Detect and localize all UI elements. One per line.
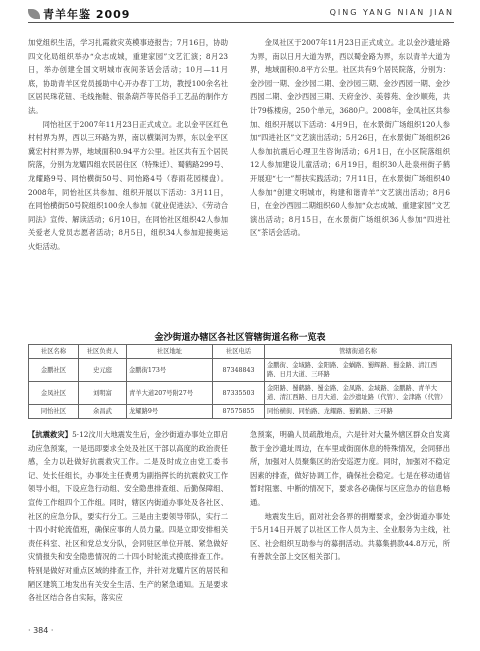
left-column-top	[28, 36, 228, 254]
paragraph: 加党组织生活，学习扎霞救灾英模事迹报告；7月16日，协助四文化局组织举办“众志成城，重建家园”文艺汇演；8月23日，举办创建全国文明城市夜间茶话会活动；10月—11月底，协助青羊区党员援助中心开办春丁工坊，教授100余名社区居民珠花钮、毛线拖鞋、银条葫芦等民俗手工艺品的制作方法。	[28, 38, 228, 115]
book-title-text: 青羊年鉴 2009	[43, 8, 131, 21]
page-header	[0, 0, 480, 26]
table-cell: 青羊大道207号附27号	[127, 382, 213, 405]
paragraph: 地震发生后，面对社会各界的捐赠要求，金沙街道办事处于5月14日开展了以社区工作人员为主、全业服务为主线，社区、社会组织互助参与的募捐活动。共募集捐款44.8万元，所有善款全部上交区相关部门。	[250, 511, 450, 562]
left-column-bottom	[28, 428, 228, 605]
column-header: 社区负责人	[79, 345, 127, 359]
paragraph: 金凤社区于2007年11月23日正式成立。北以金沙遗址路为界，南以日月大道为界，西以蜀金路为界，东以青羊大道为界，地域面积0.8平方公里。社区共有9个居民院落，分别为：金沙园一期、金沙园二期、金沙园三期、金沙西园一期、金沙西园二期、金沙西园三期、天府金沙、美蓉苑、金沙顺苑，共计79栋楼房，250个单元，3680户。2008年，金凤社区共参加、组织开展以下活动：4月9日，在水景街广场组织120人参加“四进社区”文艺演出活动；5月26日，在水景街广场组织26人参加抗震后心理卫生咨询活动；6月1日，在小区院落组织12人参加建设儿童活动；6月19日，组织30人赴泉州街子鹤开展迎“七一”帮扶实践活动；7月11日，在水景街广场组织40人参加“创建文明城市，构建和谐青羊”文艺演出活动；8月6日，在金沙西园二期组织60人参加“众志成城、重建家园”文艺演出活动；8月15日，在水景街广场组织36人参加“四进社区”茶话会活动。	[250, 38, 450, 238]
header-rule	[28, 22, 454, 23]
table-cell: 同怡社区	[29, 405, 79, 419]
page-number: · 384 ·	[28, 626, 54, 635]
paragraph: 同怡社区于2007年11月23日正式成立。北以金平区红色村村界为界，西以三环路为界，南以横渠河为界，东以金平区冀宏村村界为界，地域面积0.94平方公里。社区共有五个居民院落，分别为龙耀四组农民居住区（特殊迁）、蜀鹤路299号、龙耀路9号、同怡横街50号、同怡路4号（春雨花园楼盘）。2008年，同怡社区共参加、组织开展以下活动：3月11日，在同怡横街50号院组织100余人参加《就业促进法》、《劳动合同法》宣传、解读活动；6月10日，在同怡社区组织42人参加关爱老人党员志愿者活动；8月5日，组织34人参加迎接奥运火炬活动。	[28, 119, 228, 251]
right-column-bottom	[250, 428, 450, 564]
paragraph	[28, 428, 228, 605]
romanized-title: QING YANG NIAN JIAN	[329, 8, 454, 17]
column-header: 社区地址	[127, 345, 213, 359]
paragraph-text: 5·12汶川大地震发生后，金沙街道办事处立即启动应急预案，一是迅即要求全处及社区干部以高度的政治责任感，全力以赴做好抗震救灾工作。二是及时成立由党工委书记、处长任组长，办事处主任费勇为副指挥长的抗震救灾工作领导小组，下设应急行动组、安全隐患排查组、后勤保障组、宣传工作组四个工作组。同时，辖区内街道办事处及各社区、社区的应急分队，要实行分工。三是由主要领导带队，实行二十四小时轮流值班，确保应事的人员力量。四是立即安排相关责任科室、社区和党总支分队，会同驻区单位开展、紧急做好灾情报失和安全隐患情况的二十四小时轮流式摸底排查工作。特别是做好对重点区域的排查工作，并针对龙耀片区的居民和陋区建筑工地发出有关安全生活、生产的紧急通知。五是要求各社区结合各自实际，落实应	[28, 430, 229, 603]
table-row	[29, 359, 452, 382]
column-header: 社区电话	[213, 345, 265, 359]
table-cell: 87335503	[213, 382, 265, 405]
table-cell: 刘明富	[79, 382, 127, 405]
table-cell: 金鹏街173号	[127, 359, 213, 382]
yearbook-title	[28, 6, 130, 22]
table-cell: 史元庭	[79, 359, 127, 382]
column-header: 管辖街道名称	[265, 345, 452, 359]
table-cell: 87348843	[213, 359, 265, 382]
paragraph: 急预案，明确人员疏散地点，六是针对大量外辖区群众自发离散于金沙遗址周边，在车里或街面休息的特殊情况，会同驿出所，加强对人员聚集区的治安巡逻力度。同时，加强对不稳定因素的排查，做好协调工作，确保社会稳定。七是在移动通信暂时阻塞、中断的情况下，要求各必确保与区应急办的信息畅通。	[250, 430, 450, 507]
table-cell: 同怡横街、同怡路、龙耀路、蜀鹤路、三环路	[265, 405, 452, 419]
table-cell: 87575855	[213, 405, 265, 419]
table-cell: 余昌武	[79, 405, 127, 419]
table-cell: 金鹏街、金域路、金阳路、金蜗路、蜀辉路、蜀金路、清江西路、日月大道、三环路	[265, 359, 452, 382]
leaf-icon	[28, 9, 40, 19]
table-cell: 金凤社区	[29, 382, 79, 405]
table-title: 金沙街道办辖区各社区管辖街道名称一览表	[154, 333, 326, 343]
table-cell: 龙耀路9号	[127, 405, 213, 419]
table-row	[29, 382, 452, 405]
table-header-row	[29, 345, 452, 359]
table-cell: 金鹏社区	[29, 359, 79, 382]
table-row	[29, 405, 452, 419]
right-column-top	[250, 36, 450, 240]
community-table	[28, 344, 452, 419]
column-header: 社区名称	[29, 345, 79, 359]
table-cell: 金阳路、蜀鹤路、蜀金路、金凤路、金域路、金鹏路、青羊大道、清江西路、日月大道、金沙遗址路（代管）、金津路（代管）	[265, 382, 452, 405]
section-tag: 【抗震救灾】	[28, 430, 73, 439]
